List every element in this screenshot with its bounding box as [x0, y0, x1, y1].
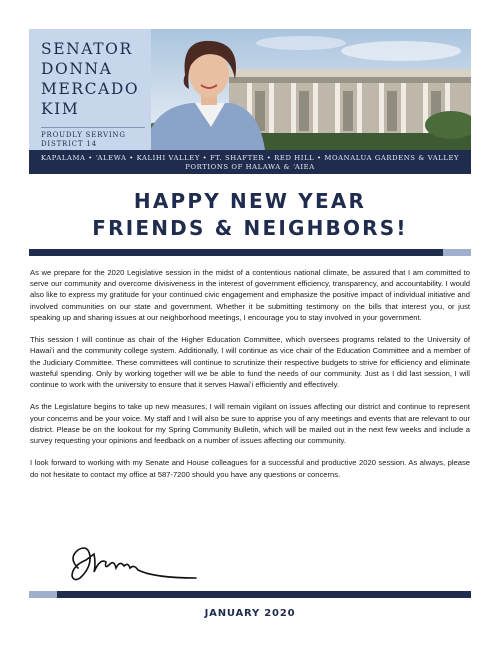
letter-paragraph-2: This session I will continue as chair of the Higher Education Committee, which oversees programs related to the University of Hawaiʻi and the community college system. Additionally, I will continue as vice chair of the Education Committee and a member of the Judiciary Committee. These committees will continue to scrutinize their respective budgets to strive for efficiency and eliminate wasteful spending. Only by working together will we be able to fund the needs of our community. Just as I did last session, I will continue to work with the university to ensure that it serves Hawaiʻi efficiently and effectively. [30, 335, 470, 390]
header-photo [151, 29, 471, 150]
name-line-title: SENATOR [41, 40, 133, 58]
district-label: DISTRICT 14 [41, 140, 97, 148]
areas-line-1: KAPALAMA • ʻALEWA • KALIHI VALLEY • FT. SHAFTER • RED HILL • MOANALUA GARDENS & VALLEY [40, 154, 460, 162]
divider-accent [443, 249, 471, 256]
header-banner [29, 29, 471, 174]
district-areas-strip [29, 150, 471, 174]
signature [64, 538, 204, 593]
senator-name-panel [29, 29, 151, 150]
name-divider [41, 127, 145, 128]
letter-paragraph-1: As we prepare for the 2020 Legislative session in the midst of a contentious national climate, be assured that I am committed to serve our community and overcome divisiveness in the interest of government efficiency, transparency, and accountability. I would also like to express my gratitude for your continued civic engagement and emphasize the positive impact of individual initiative and involved communities on our state and government. Whether it be submitting testimony on the bills that interest you, or just speaking up and sharing issues at our neighborhood meetings, I encourage you to stay involved in your government. [30, 268, 470, 322]
signature-image [64, 538, 204, 588]
areas-line-2: PORTIONS OF HALAWA & ʻAIEA [185, 163, 315, 171]
footer-divider [29, 591, 471, 598]
letter-body [30, 267, 470, 491]
letter-paragraph-4: I look forward to working with my Senate and House colleagues for a successful and productive 2020 session. As always, please do not hesitate to contact my office at 587-7200 should you have any questions or concerns. [30, 458, 470, 479]
issue-date: JANUARY 2020 [204, 608, 296, 619]
name-line-middle: MERCADO [41, 80, 140, 98]
name-line-first: DONNA [41, 60, 113, 78]
letter-paragraph-3: As the Legislature begins to take up new measures, I will remain vigilant on issues affecting our district and continue to represent your concerns and be your voice. My staff and I will also be sure to apprise you of any meetings and events that are relevant to our district. Please be on the lookout for my Spring Community Bulletin, which will be mailed out in the next few weeks and include a survey requesting your opinions and feedback on a number of issues affecting our community. [30, 402, 470, 446]
headline-line-1: HAPPY NEW YEAR [133, 189, 367, 213]
name-line-last: KIM [41, 100, 80, 118]
headline-divider [29, 249, 471, 256]
footer-divider-accent [29, 591, 57, 598]
serving-label: PROUDLY SERVING [41, 131, 126, 139]
headline-line-2: FRIENDS & NEIGHBORS! [92, 216, 408, 240]
capitol-photo-image [151, 29, 471, 150]
